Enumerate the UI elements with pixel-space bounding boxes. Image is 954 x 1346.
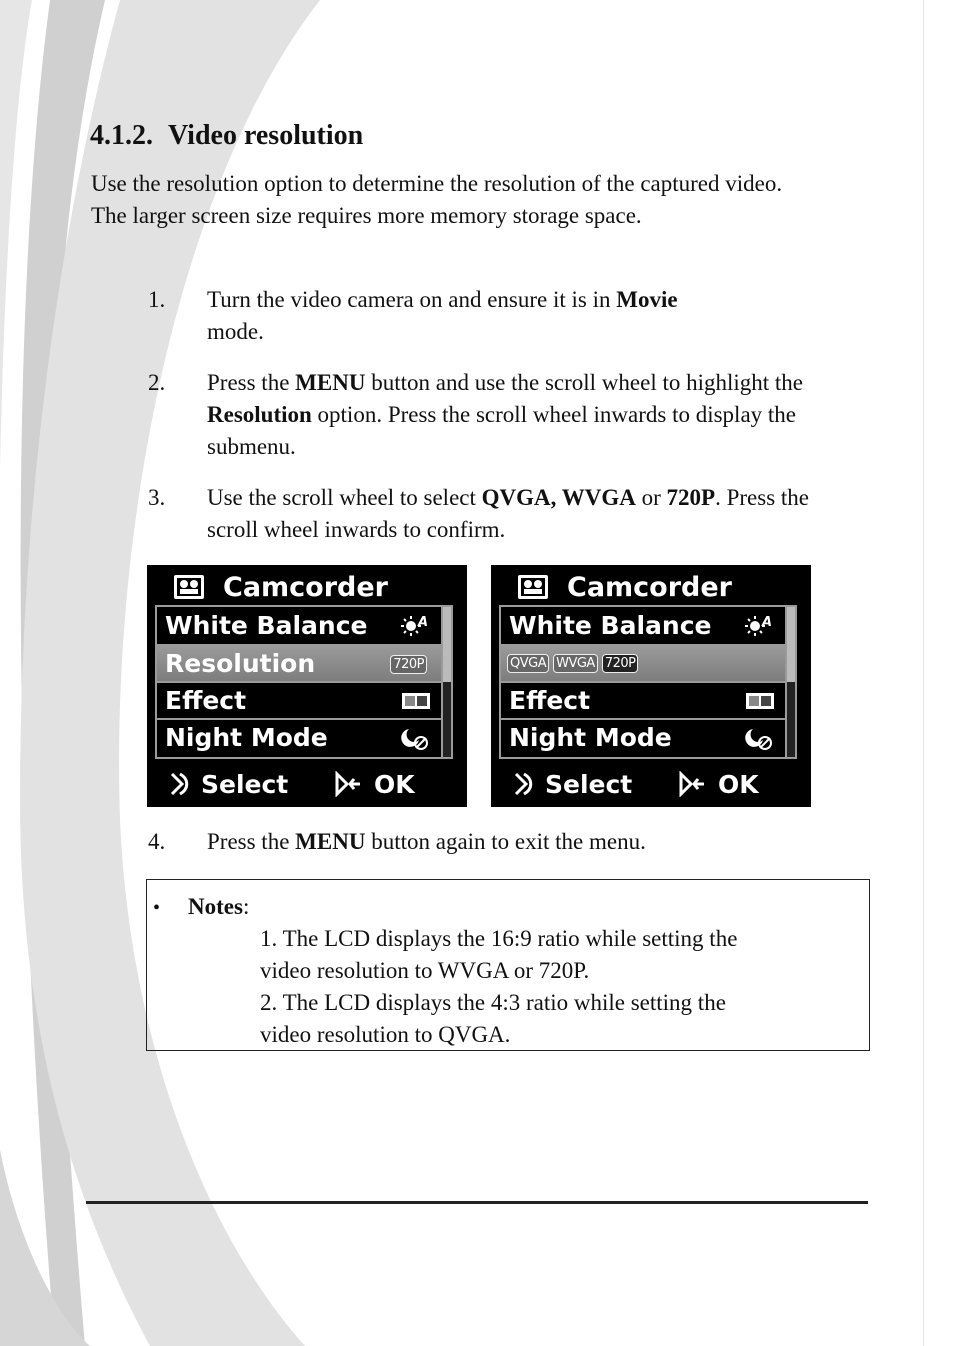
step-text-part: Use the scroll wheel to select bbox=[207, 485, 482, 510]
step-bold-term: MENU bbox=[295, 829, 366, 854]
scroll-wheel-icon bbox=[513, 771, 539, 797]
step-text-part: mode. bbox=[207, 319, 264, 344]
lcd-screen-submenu bbox=[491, 565, 811, 807]
step-text-part: Turn the video camera on and ensure it is in bbox=[207, 287, 617, 312]
section-heading bbox=[90, 120, 363, 152]
step-text-part: button again to exit the menu. bbox=[365, 829, 646, 854]
lcd-menu-list bbox=[499, 605, 797, 759]
white-balance-auto-icon bbox=[745, 613, 775, 639]
step-text bbox=[207, 826, 847, 858]
effect-icon bbox=[745, 689, 775, 713]
footer-select-label: Select bbox=[545, 769, 633, 799]
menu-item-effect[interactable] bbox=[157, 681, 441, 718]
press-wheel-icon bbox=[678, 771, 718, 797]
step-text-part: . Press the scroll wheel inwards to confirm. bbox=[207, 485, 809, 542]
night-mode-icon bbox=[745, 726, 775, 752]
lcd-title bbox=[173, 571, 388, 603]
footer-select-label: Select bbox=[201, 769, 289, 799]
camcorder-icon bbox=[173, 574, 205, 600]
svg-text:A: A bbox=[762, 615, 773, 630]
lcd-menu-list bbox=[155, 605, 453, 759]
note-line: 1. The LCD displays the 16:9 ratio while setting the bbox=[260, 926, 738, 951]
resolution-submenu bbox=[501, 644, 785, 681]
lcd-screen-menu bbox=[147, 565, 467, 807]
svg-text:A: A bbox=[418, 615, 429, 630]
step-number: 4. bbox=[148, 829, 166, 854]
menu-item-resolution[interactable] bbox=[157, 644, 441, 681]
step-text-part: Press the bbox=[207, 829, 296, 854]
camcorder-icon bbox=[517, 574, 549, 600]
lcd-scrollbar[interactable] bbox=[785, 607, 795, 757]
section-number: 4.1.2. bbox=[90, 120, 153, 151]
menu-item-label: Resolution bbox=[165, 649, 316, 678]
note-line: video resolution to QVGA. bbox=[260, 1022, 511, 1047]
menu-item-effect[interactable] bbox=[501, 681, 785, 718]
step-text-part: or bbox=[635, 485, 667, 510]
footer-ok-label: OK bbox=[374, 769, 415, 799]
option-wvga[interactable]: WVGA bbox=[553, 654, 598, 673]
menu-item-label: White Balance bbox=[509, 611, 712, 640]
lcd-title-text: Camcorder bbox=[223, 571, 388, 603]
intro-paragraph: Use the resolution option to determine the resolution of the captured video. The larger screen size requires more memory storage space. bbox=[91, 171, 783, 228]
section-title: Video resolution bbox=[168, 120, 364, 151]
note-line: video resolution to WVGA or 720P. bbox=[260, 958, 590, 983]
lcd-footer bbox=[169, 767, 459, 801]
menu-item-label: Effect bbox=[509, 686, 591, 715]
lcd-title-text: Camcorder bbox=[567, 571, 732, 603]
step-bold-term: Resolution bbox=[207, 402, 312, 427]
effect-icon bbox=[401, 689, 431, 713]
step-bold-term: MENU bbox=[295, 370, 366, 395]
step-number: 1. bbox=[148, 287, 166, 312]
menu-item-night-mode[interactable] bbox=[157, 718, 441, 755]
step-text-part: Press the bbox=[207, 370, 296, 395]
notes-box bbox=[146, 879, 870, 1051]
footer-rule bbox=[86, 1201, 868, 1204]
step-text-part: option. Press the scroll wheel inwards to display the submenu. bbox=[207, 402, 796, 459]
menu-item-white-balance[interactable] bbox=[501, 607, 785, 644]
step-text bbox=[207, 367, 847, 463]
bullet-icon: • bbox=[153, 897, 161, 919]
footer-ok-label: OK bbox=[718, 769, 759, 799]
step-text-part: button and use the scroll wheel to highlight the bbox=[365, 370, 804, 395]
notes-title-text: Notes bbox=[188, 894, 243, 919]
step-bold-term: QVGA, WVGA bbox=[481, 485, 636, 510]
menu-item-night-mode[interactable] bbox=[501, 718, 785, 755]
note-line: 2. The LCD displays the 4:3 ratio while setting the bbox=[260, 990, 726, 1015]
press-wheel-icon bbox=[334, 771, 374, 797]
lcd-footer bbox=[513, 767, 803, 801]
white-balance-auto-icon bbox=[401, 613, 431, 639]
menu-item-white-balance[interactable] bbox=[157, 607, 441, 644]
lcd-scrollbar[interactable] bbox=[441, 607, 451, 757]
step-bold-term: Movie bbox=[616, 287, 678, 312]
step-number: 3. bbox=[148, 485, 166, 510]
option-qvga[interactable]: QVGA bbox=[507, 654, 549, 673]
option-720p[interactable]: 720P bbox=[602, 654, 639, 673]
step-text bbox=[207, 482, 847, 546]
menu-item-label: Effect bbox=[165, 686, 247, 715]
resolution-badge: 720P bbox=[390, 655, 427, 674]
step-bold-term: 720P bbox=[666, 485, 716, 510]
notes-title: Notes: bbox=[188, 894, 250, 919]
step-number: 2. bbox=[148, 370, 166, 395]
lcd-title bbox=[517, 571, 732, 603]
scroll-wheel-icon bbox=[169, 771, 195, 797]
menu-item-label: Night Mode bbox=[165, 723, 328, 752]
menu-item-label: White Balance bbox=[165, 611, 368, 640]
step-text bbox=[207, 284, 847, 348]
menu-item-label: Night Mode bbox=[509, 723, 672, 752]
night-mode-icon bbox=[401, 726, 431, 752]
